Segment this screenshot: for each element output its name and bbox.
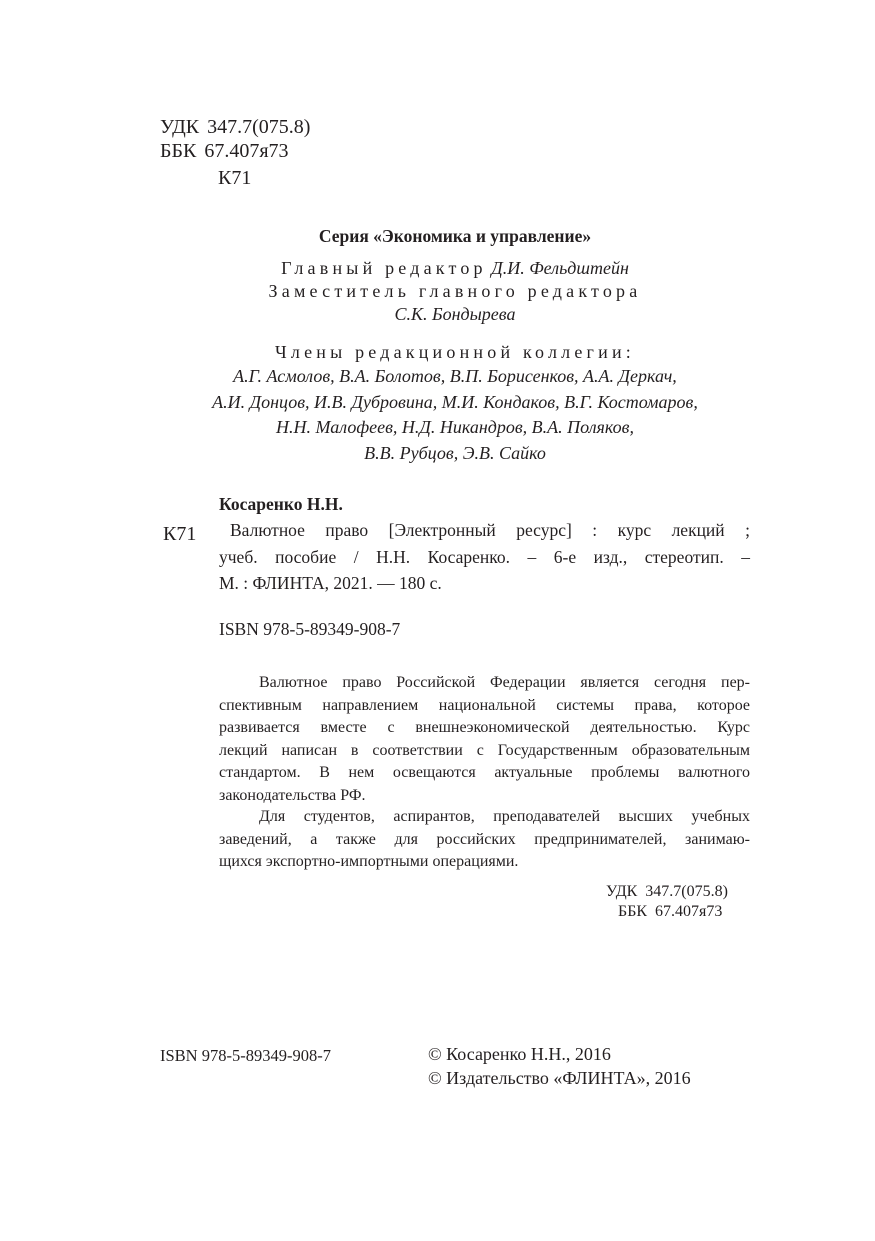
chief-editor-line — [130, 257, 780, 280]
bbk-line — [160, 139, 310, 163]
annotation-line: законодательства РФ. — [219, 786, 366, 804]
udk-line — [160, 115, 310, 139]
copyright-block — [428, 1042, 691, 1090]
board-line: А.И. Донцов, И.В. Дубровина, М.И. Кондаков, В.Г. Костомаров, — [212, 391, 698, 412]
annotation-line: щихся экспортно-импортными операциями. — [219, 853, 519, 870]
annotation-paragraph-1 — [219, 672, 750, 807]
annotation-line: стандартом. В нем освещаются актуальные проблемы валютного — [219, 764, 750, 781]
deputy-editor-label: Заместитель главного редактора — [268, 281, 642, 301]
chief-editor-name: Д.И. Фельдштейн — [491, 258, 629, 278]
footer-isbn: ISBN 978-5-89349-908-7 — [160, 1046, 331, 1065]
copyright-publisher: © Издательство «ФЛИНТА», 2016 — [428, 1068, 691, 1088]
udk-label: УДК — [160, 116, 200, 138]
bbk-label: ББК — [160, 140, 197, 162]
bottom-udk: УДК 347.7(075.8) — [606, 883, 728, 900]
editors-block — [130, 257, 780, 326]
copyright-author: © Косаренко Н.Н., 2016 — [428, 1044, 611, 1064]
board-line: А.Г. Асмолов, В.А. Болотов, В.П. Борисенков, А.А. Деркач, — [233, 366, 677, 386]
annotation-line: заведений, а также для российских предпринимателей, занимаю- — [219, 830, 750, 848]
classification-block — [160, 115, 310, 163]
record-line: М. : ФЛИНТА, 2021. — 180 с. — [219, 573, 442, 593]
board-label: Члены редакционной коллегии: — [274, 342, 635, 362]
bottom-bbk: ББК 67.407я73 — [618, 903, 723, 920]
author-mark-top: К71 — [218, 167, 252, 189]
series-title: Серия «Экономика и управление» — [318, 226, 592, 246]
udk-code: 347.7(075.8) — [207, 116, 311, 138]
bbk-code: 67.407я73 — [204, 140, 289, 162]
record-line: Валютное право [Электронный ресурс] : курс лекций ; — [230, 520, 750, 540]
annotation-line: развивается вместе с внешнеэкономической деятельностью. Курс — [219, 719, 750, 736]
annotation-paragraph-2 — [219, 806, 750, 874]
annotation-line: лекций написан в соответствии с Государственным образовательным — [219, 741, 750, 759]
board-members — [130, 364, 780, 466]
record-description — [219, 517, 750, 597]
deputy-editor-name: С.К. Бондырева — [394, 304, 516, 324]
author-mark-record: К71 — [163, 523, 197, 545]
record-line: учеб. пособие / Н.Н. Косаренко. – 6-е изд., стереотип. – — [219, 546, 750, 567]
board-line: Н.Н. Малофеев, Н.Д. Никандров, В.А. Поляков, — [276, 417, 634, 437]
annotation-line: Валютное право Российской Федерации является сегодня пер- — [259, 674, 750, 691]
board-line: В.В. Рубцов, Э.В. Сайко — [364, 442, 546, 463]
record-isbn: ISBN 978-5-89349-908-7 — [219, 619, 401, 639]
chief-editor-label: Главный редактор — [281, 258, 487, 278]
record-author: Косаренко Н.Н. — [219, 494, 343, 514]
annotation-line: спективным направлением национальной системы права, которое — [219, 696, 750, 714]
annotation-line: Для студентов, аспирантов, преподавателей высших учебных — [259, 808, 750, 825]
bottom-classification — [606, 882, 728, 922]
